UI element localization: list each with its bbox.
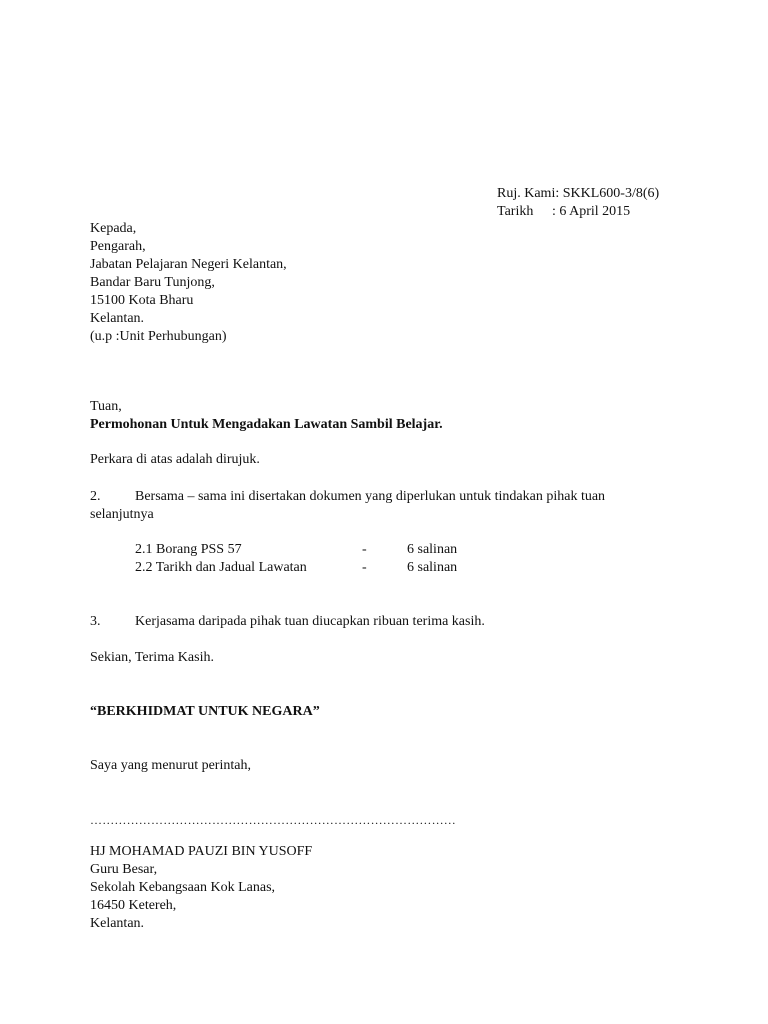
recipient-line: Kepada, xyxy=(90,221,137,236)
motto: “BERKHIDMAT UNTUK NEGARA” xyxy=(90,704,320,719)
paragraph-2-line-2: selanjutnya xyxy=(90,507,154,522)
paragraph-3-text: Kerjasama daripada pihak tuan diucapkan ribuan terima kasih. xyxy=(135,614,485,629)
reference-number-label: Ruj. Kami xyxy=(497,186,556,201)
recipient-line: (u.p :Unit Perhubungan) xyxy=(90,329,227,344)
date-label: Tarikh xyxy=(497,204,534,219)
reference-block xyxy=(497,185,659,221)
signatory-line: 16450 Ketereh, xyxy=(90,898,177,913)
recipient-address xyxy=(90,220,287,346)
obedient-line: Saya yang menurut perintah, xyxy=(90,758,251,773)
signatory-line: HJ MOHAMAD PAUZI BIN YUSOFF xyxy=(90,844,313,859)
date-value: : 6 April 2015 xyxy=(552,204,631,219)
recipient-line: Kelantan. xyxy=(90,311,145,326)
paragraph-2-number: 2. xyxy=(90,489,101,504)
attachment-name: 2.2 Tarikh dan Jadual Lawatan xyxy=(135,560,307,575)
recipient-line: Bandar Baru Tunjong, xyxy=(90,275,215,290)
attachment-dash: - xyxy=(362,542,367,557)
attachment-dash: - xyxy=(362,560,367,575)
attachment-quantity: 6 salinan xyxy=(407,542,458,557)
signatory-line: Sekolah Kebangsaan Kok Lanas, xyxy=(90,880,276,895)
paragraph-2-line-1: Bersama – sama ini disertakan dokumen yang diperlukan untuk tindakan pihak tuan xyxy=(135,489,606,504)
paragraph-1: Perkara di atas adalah dirujuk. xyxy=(90,452,260,467)
recipient-line: Pengarah, xyxy=(90,239,146,254)
attachment-name: 2.1 Borang PSS 57 xyxy=(135,542,242,557)
date-row xyxy=(497,203,659,221)
signatory-line: Guru Besar, xyxy=(90,862,158,877)
paragraph-3-number: 3. xyxy=(90,614,101,629)
recipient-line: 15100 Kota Bharu xyxy=(90,293,194,308)
signatory-line: Kelantan. xyxy=(90,916,145,931)
signature-line: ……………………………………………………………………………… xyxy=(90,813,456,827)
salutation: Tuan, xyxy=(90,399,122,414)
closing-text: Sekian, Terima Kasih. xyxy=(90,650,214,665)
signature-block xyxy=(90,843,312,933)
recipient-line: Jabatan Pelajaran Negeri Kelantan, xyxy=(90,257,287,272)
reference-number-row xyxy=(497,185,659,203)
reference-number-value: : SKKL600-3/8(6) xyxy=(555,186,660,201)
subject-heading: Permohonan Untuk Mengadakan Lawatan Sambil Belajar. xyxy=(90,417,443,432)
attachment-quantity: 6 salinan xyxy=(407,560,458,575)
